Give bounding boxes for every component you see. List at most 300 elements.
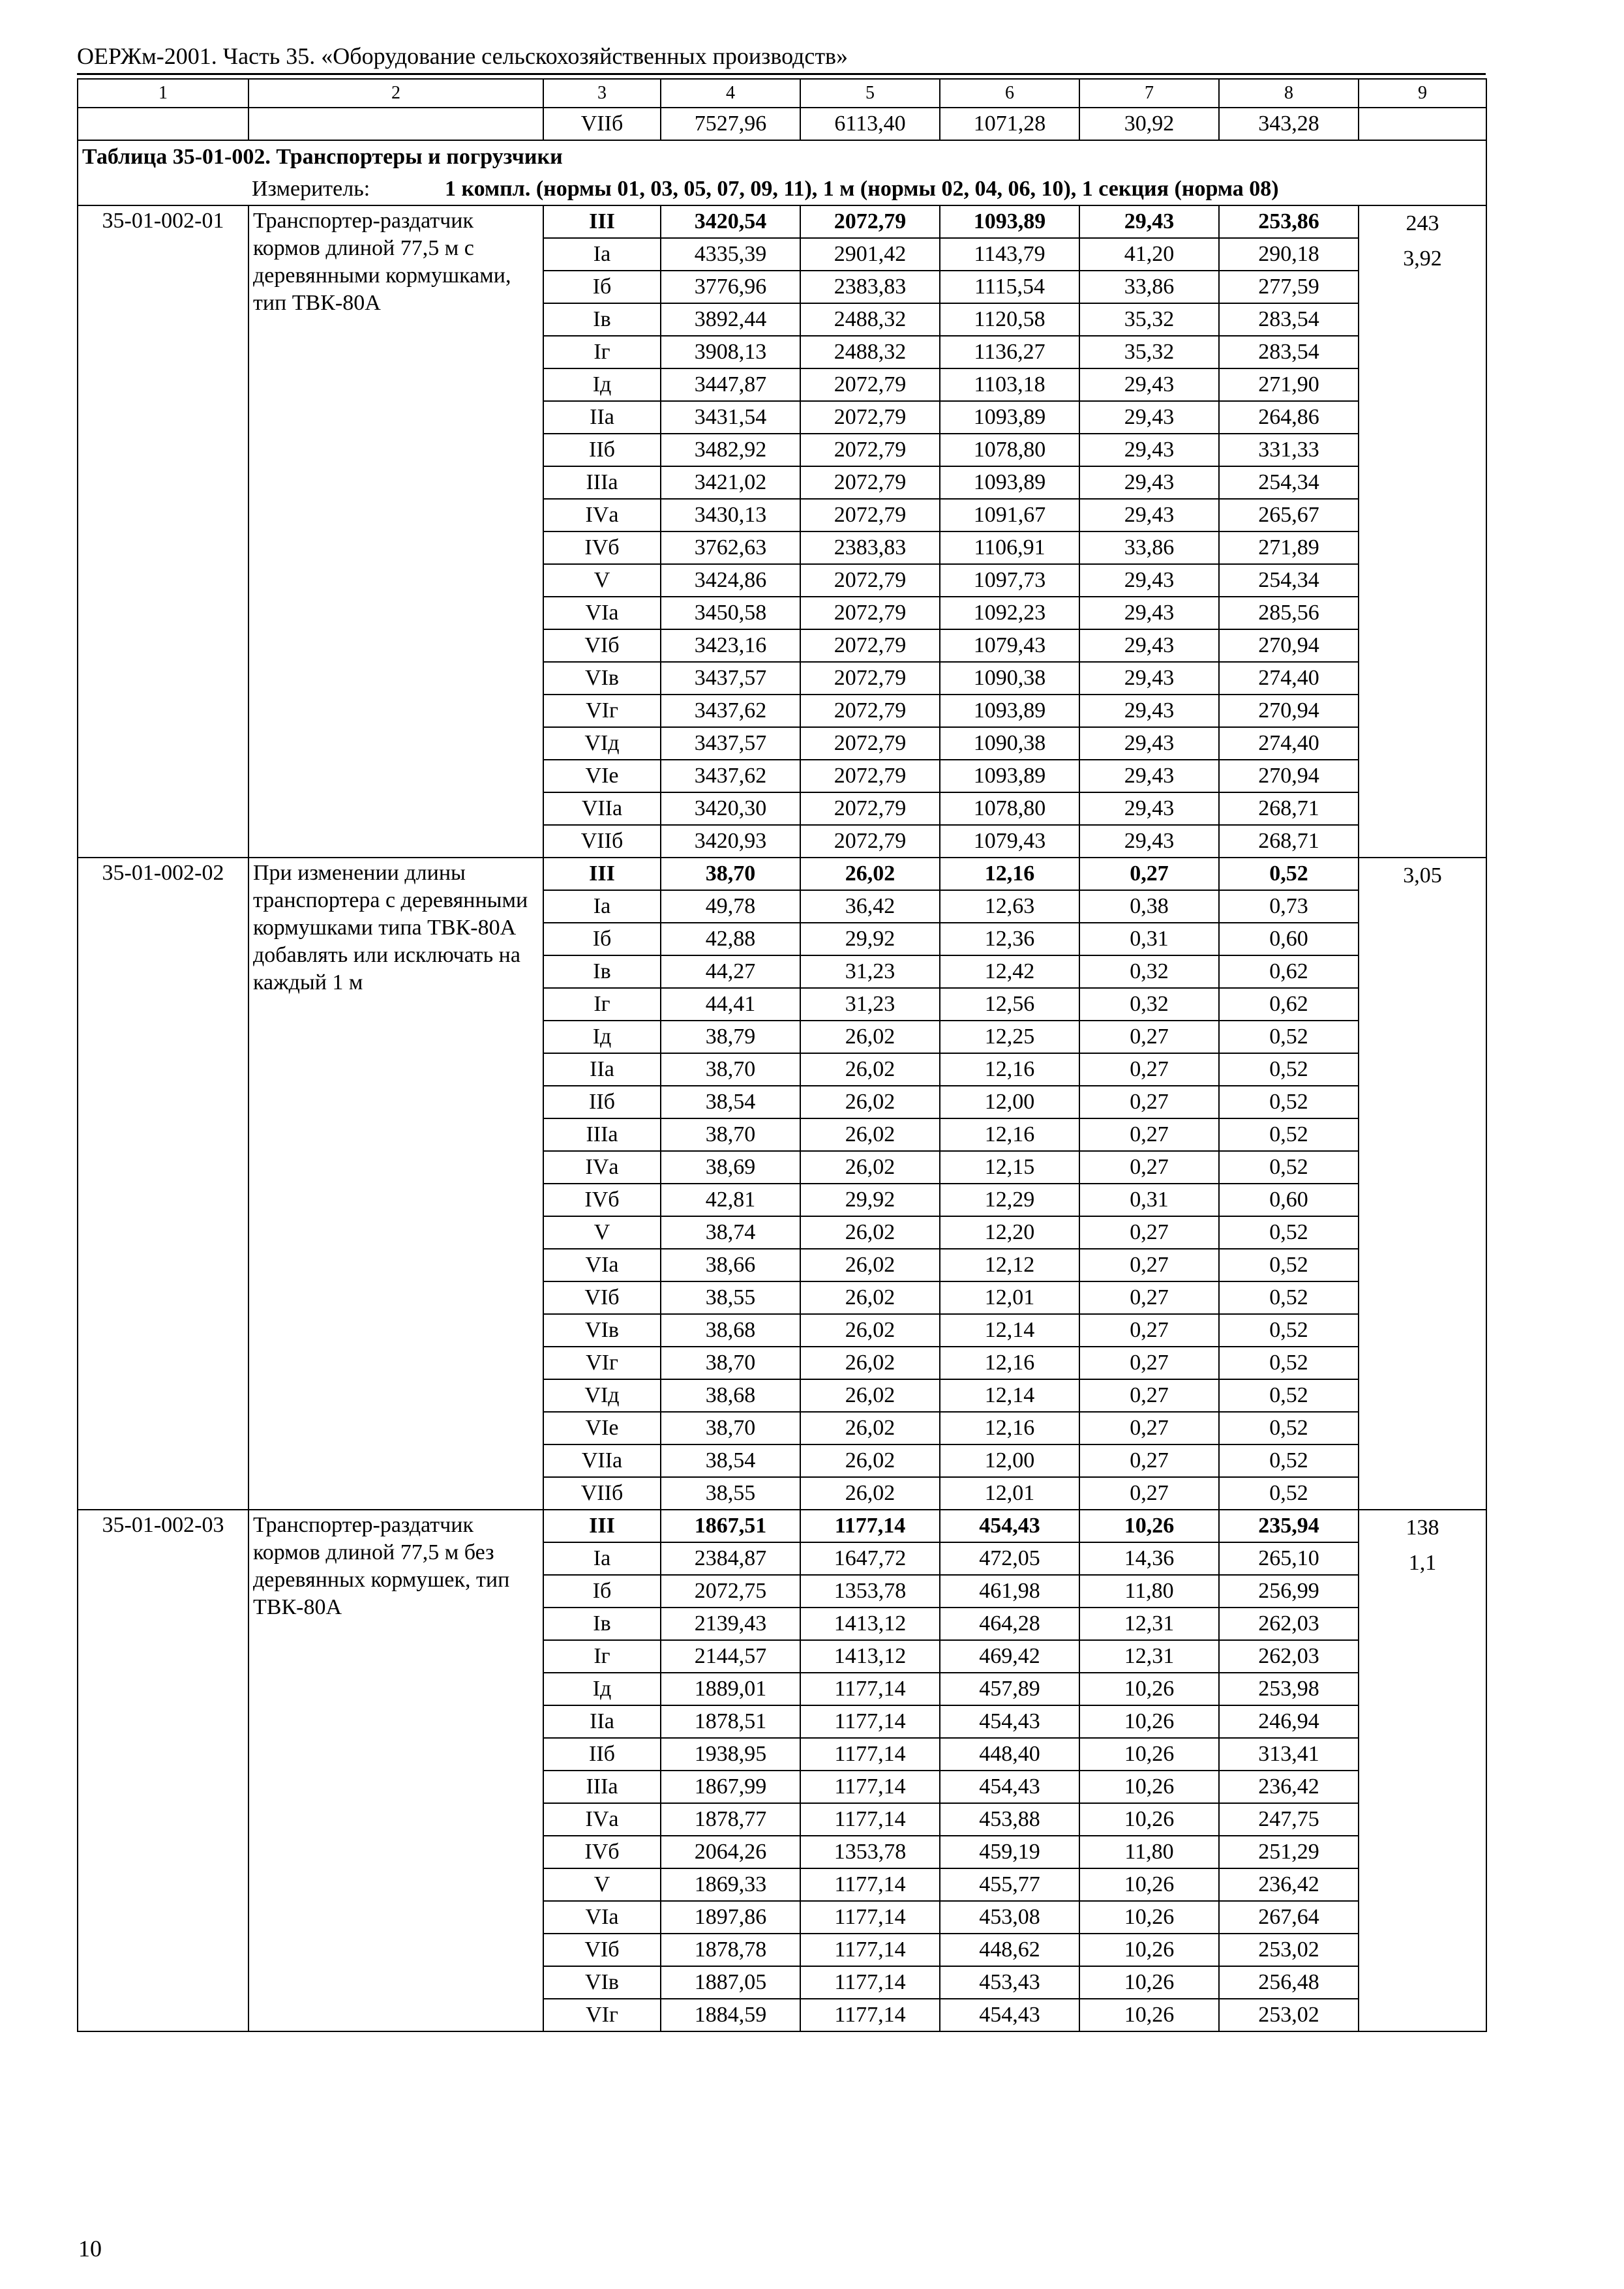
zone-cell: VIг: [543, 1347, 661, 1379]
value-cell: 26,02: [800, 858, 940, 890]
zone-cell: VIа: [543, 1249, 661, 1281]
value-cell: 0,27: [1079, 1053, 1219, 1086]
value-cell: 29,92: [800, 923, 940, 955]
value-cell: 26,02: [800, 1053, 940, 1086]
value-cell: 0,52: [1219, 1444, 1359, 1477]
value-cell: 2139,43: [661, 1608, 800, 1640]
header-rule: [77, 73, 1486, 75]
value-cell: 12,16: [940, 858, 1079, 890]
column-number: 3: [543, 79, 661, 108]
value-cell: 29,43: [1079, 825, 1219, 858]
value-cell: 1092,23: [940, 597, 1079, 629]
value-cell: 2072,79: [800, 434, 940, 466]
value-cell: 2072,79: [800, 792, 940, 825]
zone-cell: Iа: [543, 890, 661, 923]
value-cell: 26,02: [800, 1477, 940, 1510]
value-cell: 285,56: [1219, 597, 1359, 629]
zone-cell: Iв: [543, 955, 661, 988]
value-cell: 0,52: [1219, 1249, 1359, 1281]
value-cell: 271,90: [1219, 368, 1359, 401]
value-cell: 2383,83: [800, 531, 940, 564]
value-cell: 274,40: [1219, 727, 1359, 760]
zone-cell: Iв: [543, 1608, 661, 1640]
value-cell: 0,52: [1219, 858, 1359, 890]
value-cell: 2072,79: [800, 205, 940, 238]
value-cell: 2072,79: [800, 825, 940, 858]
value-cell: 2072,79: [800, 695, 940, 727]
value-cell: 3776,96: [661, 271, 800, 303]
value-cell: 3482,92: [661, 434, 800, 466]
value-cell: 1177,14: [800, 1901, 940, 1934]
norm-code: 35-01-002-02: [78, 858, 248, 1510]
value-cell: 0,73: [1219, 890, 1359, 923]
value-cell: 12,42: [940, 955, 1079, 988]
value-cell: 29,43: [1079, 466, 1219, 499]
zone-cell: V: [543, 1868, 661, 1901]
value-cell: 3424,86: [661, 564, 800, 597]
value-cell: 453,88: [940, 1803, 1079, 1836]
value-cell: 313,41: [1219, 1738, 1359, 1771]
extra-value: 3,92: [1403, 247, 1442, 271]
value-cell: 2072,79: [800, 499, 940, 531]
value-cell: 36,42: [800, 890, 940, 923]
value-cell: 12,25: [940, 1021, 1079, 1053]
zone-cell: III: [543, 858, 661, 890]
value-cell: 254,34: [1219, 564, 1359, 597]
value-cell: 0,52: [1219, 1151, 1359, 1184]
value-cell: 29,43: [1079, 760, 1219, 792]
value-cell: 1177,14: [800, 1966, 940, 1999]
value-cell: 26,02: [800, 1086, 940, 1118]
zone-cell: IIб: [543, 434, 661, 466]
value-cell: 343,28: [1219, 108, 1359, 140]
value-cell: 0,38: [1079, 890, 1219, 923]
value-cell: 3437,62: [661, 760, 800, 792]
value-cell: 270,94: [1219, 760, 1359, 792]
extra-value: 3,05: [1403, 863, 1442, 888]
value-cell: 0,52: [1219, 1118, 1359, 1151]
zone-cell: VIIб: [543, 108, 661, 140]
value-cell: 26,02: [800, 1379, 940, 1412]
value-cell: 3420,30: [661, 792, 800, 825]
value-cell: 0,52: [1219, 1347, 1359, 1379]
zone-cell: Iд: [543, 1673, 661, 1705]
value-cell: 253,02: [1219, 1999, 1359, 2031]
value-cell: 0,27: [1079, 1118, 1219, 1151]
value-cell: 29,43: [1079, 727, 1219, 760]
table-row: [78, 205, 1486, 238]
page-header-title: ОЕРЖм-2001. Часть 35. «Оборудование сельскохозяйственных производств»: [77, 43, 849, 69]
value-cell: 262,03: [1219, 1608, 1359, 1640]
value-cell: 1938,95: [661, 1738, 800, 1771]
value-cell: 6113,40: [800, 108, 940, 140]
value-cell: 38,54: [661, 1444, 800, 1477]
value-cell: 1887,05: [661, 1966, 800, 1999]
zone-cell: VIд: [543, 727, 661, 760]
value-cell: 29,43: [1079, 597, 1219, 629]
value-cell: 10,26: [1079, 1673, 1219, 1705]
value-cell: 29,43: [1079, 662, 1219, 695]
zone-cell: IIа: [543, 401, 661, 434]
value-cell: 30,92: [1079, 108, 1219, 140]
value-cell: 0,52: [1219, 1314, 1359, 1347]
value-cell: 3450,58: [661, 597, 800, 629]
value-cell: 31,23: [800, 955, 940, 988]
value-cell: 38,74: [661, 1216, 800, 1249]
value-cell: 0,27: [1079, 1412, 1219, 1444]
zone-cell: VIа: [543, 597, 661, 629]
value-cell: 1177,14: [800, 1673, 940, 1705]
value-cell: 1878,78: [661, 1934, 800, 1966]
zone-cell: Iб: [543, 271, 661, 303]
value-cell: 12,00: [940, 1444, 1079, 1477]
value-cell: 236,42: [1219, 1771, 1359, 1803]
value-cell: 11,80: [1079, 1575, 1219, 1608]
value-cell: 3447,87: [661, 368, 800, 401]
zone-cell: VIв: [543, 1314, 661, 1347]
value-cell: 2072,79: [800, 368, 940, 401]
value-cell: 3437,62: [661, 695, 800, 727]
value-cell: 10,26: [1079, 1966, 1219, 1999]
value-cell: 26,02: [800, 1249, 940, 1281]
value-cell: 2072,79: [800, 401, 940, 434]
value-cell: 3421,02: [661, 466, 800, 499]
empty-cell: [248, 108, 543, 140]
zone-cell: IVа: [543, 499, 661, 531]
value-cell: 1093,89: [940, 205, 1079, 238]
extra-values-cell: [1359, 858, 1486, 1510]
value-cell: 254,34: [1219, 466, 1359, 499]
value-cell: 1353,78: [800, 1836, 940, 1868]
value-cell: 2144,57: [661, 1640, 800, 1673]
zone-cell: IIа: [543, 1053, 661, 1086]
value-cell: 454,43: [940, 1771, 1079, 1803]
value-cell: 1867,99: [661, 1771, 800, 1803]
value-cell: 26,02: [800, 1314, 940, 1347]
column-number-row: [78, 79, 1486, 108]
zone-cell: Iд: [543, 368, 661, 401]
carry-over-row: [78, 108, 1486, 140]
table-row: [78, 858, 1486, 890]
value-cell: 262,03: [1219, 1640, 1359, 1673]
value-cell: 268,71: [1219, 825, 1359, 858]
value-cell: 453,43: [940, 1966, 1079, 1999]
value-cell: 2072,79: [800, 662, 940, 695]
value-cell: 0,52: [1219, 1086, 1359, 1118]
value-cell: 2901,42: [800, 238, 940, 271]
zone-cell: VIIб: [543, 1477, 661, 1510]
extra-value: 243: [1406, 211, 1439, 235]
value-cell: 251,29: [1219, 1836, 1359, 1868]
value-cell: 3437,57: [661, 662, 800, 695]
zone-cell: VIг: [543, 695, 661, 727]
value-cell: 1093,89: [940, 466, 1079, 499]
zone-cell: VIд: [543, 1379, 661, 1412]
page-number: 10: [78, 2236, 102, 2262]
value-cell: 270,94: [1219, 629, 1359, 662]
value-cell: 0,27: [1079, 1216, 1219, 1249]
value-cell: 3892,44: [661, 303, 800, 336]
value-cell: 38,70: [661, 1053, 800, 1086]
value-cell: 472,05: [940, 1542, 1079, 1575]
value-cell: 274,40: [1219, 662, 1359, 695]
value-cell: 12,16: [940, 1053, 1079, 1086]
value-cell: 14,36: [1079, 1542, 1219, 1575]
value-cell: 448,62: [940, 1934, 1079, 1966]
value-cell: 268,71: [1219, 792, 1359, 825]
column-number: 1: [78, 79, 248, 108]
zone-cell: VIIа: [543, 792, 661, 825]
value-cell: 12,16: [940, 1412, 1079, 1444]
value-cell: 26,02: [800, 1444, 940, 1477]
value-cell: 247,75: [1219, 1803, 1359, 1836]
value-cell: 2384,87: [661, 1542, 800, 1575]
value-cell: 11,80: [1079, 1836, 1219, 1868]
norm-code: 35-01-002-03: [78, 1510, 248, 2031]
value-cell: 29,92: [800, 1184, 940, 1216]
value-cell: 1177,14: [800, 1999, 940, 2031]
value-cell: 1869,33: [661, 1868, 800, 1901]
value-cell: 12,36: [940, 923, 1079, 955]
value-cell: 1103,18: [940, 368, 1079, 401]
zone-cell: Iд: [543, 1021, 661, 1053]
zone-cell: VIIб: [543, 825, 661, 858]
value-cell: 3431,54: [661, 401, 800, 434]
value-cell: 26,02: [800, 1216, 940, 1249]
value-cell: 0,60: [1219, 1184, 1359, 1216]
zone-cell: III: [543, 1510, 661, 1542]
value-cell: 38,79: [661, 1021, 800, 1053]
value-cell: 236,42: [1219, 1868, 1359, 1901]
value-cell: 35,32: [1079, 336, 1219, 368]
value-cell: 3423,16: [661, 629, 800, 662]
value-cell: 246,94: [1219, 1705, 1359, 1738]
column-number: 6: [940, 79, 1079, 108]
value-cell: 1093,89: [940, 760, 1079, 792]
value-cell: 0,27: [1079, 1281, 1219, 1314]
value-cell: 7527,96: [661, 108, 800, 140]
value-cell: 453,08: [940, 1901, 1079, 1934]
norms-table: [77, 78, 1487, 2032]
extra-value: 138: [1406, 1516, 1439, 1540]
value-cell: 0,60: [1219, 923, 1359, 955]
value-cell: 31,23: [800, 988, 940, 1021]
zone-cell: VIа: [543, 1901, 661, 1934]
value-cell: 1413,12: [800, 1640, 940, 1673]
value-cell: 12,14: [940, 1314, 1079, 1347]
value-cell: 0,27: [1079, 1314, 1219, 1347]
value-cell: 235,94: [1219, 1510, 1359, 1542]
value-cell: 265,10: [1219, 1542, 1359, 1575]
value-cell: 1093,89: [940, 401, 1079, 434]
value-cell: 12,29: [940, 1184, 1079, 1216]
value-cell: 1647,72: [800, 1542, 940, 1575]
value-cell: 454,43: [940, 1510, 1079, 1542]
value-cell: 0,27: [1079, 1086, 1219, 1118]
zone-cell: Iа: [543, 238, 661, 271]
value-cell: 12,20: [940, 1216, 1079, 1249]
value-cell: 1177,14: [800, 1868, 940, 1901]
zone-cell: IIIа: [543, 1118, 661, 1151]
value-cell: 10,26: [1079, 1510, 1219, 1542]
value-cell: 464,28: [940, 1608, 1079, 1640]
value-cell: 1177,14: [800, 1510, 940, 1542]
value-cell: 290,18: [1219, 238, 1359, 271]
value-cell: 331,33: [1219, 434, 1359, 466]
value-cell: 1079,43: [940, 629, 1079, 662]
value-cell: 12,31: [1079, 1640, 1219, 1673]
value-cell: 469,42: [940, 1640, 1079, 1673]
value-cell: 0,52: [1219, 1379, 1359, 1412]
table-title-row: [78, 140, 1486, 173]
value-cell: 29,43: [1079, 401, 1219, 434]
measure-label: Измеритель:: [252, 176, 370, 201]
zone-cell: IIIа: [543, 1771, 661, 1803]
value-cell: 0,62: [1219, 955, 1359, 988]
norm-description: Транспортер-раздатчик кормов длиной 77,5 м с деревянными кормушками, тип ТВК-80А: [248, 205, 543, 858]
value-cell: 2072,79: [800, 760, 940, 792]
value-cell: 10,26: [1079, 1901, 1219, 1934]
value-cell: 0,52: [1219, 1412, 1359, 1444]
value-cell: 12,63: [940, 890, 1079, 923]
value-cell: 1889,01: [661, 1673, 800, 1705]
value-cell: 1078,80: [940, 792, 1079, 825]
value-cell: 1079,43: [940, 825, 1079, 858]
zone-cell: Iг: [543, 988, 661, 1021]
value-cell: 42,88: [661, 923, 800, 955]
value-cell: 38,70: [661, 858, 800, 890]
value-cell: 38,69: [661, 1151, 800, 1184]
value-cell: 283,54: [1219, 336, 1359, 368]
value-cell: 283,54: [1219, 303, 1359, 336]
zone-cell: VIб: [543, 629, 661, 662]
value-cell: 29,43: [1079, 792, 1219, 825]
value-cell: 0,27: [1079, 1249, 1219, 1281]
zone-cell: VIIа: [543, 1444, 661, 1477]
value-cell: 2072,79: [800, 466, 940, 499]
value-cell: 12,14: [940, 1379, 1079, 1412]
value-cell: 0,27: [1079, 858, 1219, 890]
value-cell: 26,02: [800, 1347, 940, 1379]
extra-value: 1,1: [1408, 1551, 1437, 1575]
value-cell: 49,78: [661, 890, 800, 923]
value-cell: 256,48: [1219, 1966, 1359, 1999]
value-cell: 1897,86: [661, 1901, 800, 1934]
value-cell: 42,81: [661, 1184, 800, 1216]
value-cell: 29,43: [1079, 434, 1219, 466]
value-cell: 1177,14: [800, 1771, 940, 1803]
value-cell: 33,86: [1079, 271, 1219, 303]
norm-code: 35-01-002-01: [78, 205, 248, 858]
measure-row: [78, 173, 1486, 205]
norm-description: Транспортер-раздатчик кормов длиной 77,5 м без деревянных кормушек, тип ТВК-80А: [248, 1510, 543, 2031]
value-cell: 1177,14: [800, 1934, 940, 1966]
value-cell: 1878,51: [661, 1705, 800, 1738]
value-cell: 1090,38: [940, 662, 1079, 695]
value-cell: 253,98: [1219, 1673, 1359, 1705]
value-cell: 38,70: [661, 1412, 800, 1444]
value-cell: 1091,67: [940, 499, 1079, 531]
table-title: Таблица 35-01-002. Транспортеры и погрузчики: [78, 140, 1486, 173]
value-cell: 454,43: [940, 1999, 1079, 2031]
value-cell: 10,26: [1079, 1803, 1219, 1836]
value-cell: 38,70: [661, 1347, 800, 1379]
value-cell: 253,02: [1219, 1934, 1359, 1966]
value-cell: 267,64: [1219, 1901, 1359, 1934]
value-cell: 0,52: [1219, 1053, 1359, 1086]
table-body: [78, 79, 1486, 2031]
norm-description: При изменении длины транспортера с деревянными кормушками типа ТВК-80А добавлять или исключать на каждый 1 м: [248, 858, 543, 1510]
value-cell: 38,68: [661, 1314, 800, 1347]
column-number: 7: [1079, 79, 1219, 108]
value-cell: 0,52: [1219, 1021, 1359, 1053]
measure-value: 1 компл. (нормы 01, 03, 05, 07, 09, 11), 1 м (нормы 02, 04, 06, 10), 1 секция (норма 08): [445, 176, 1279, 201]
value-cell: 1090,38: [940, 727, 1079, 760]
value-cell: 29,43: [1079, 205, 1219, 238]
value-cell: 2383,83: [800, 271, 940, 303]
value-cell: 41,20: [1079, 238, 1219, 271]
extra-values-cell: [1359, 1510, 1486, 2031]
value-cell: 29,43: [1079, 499, 1219, 531]
value-cell: 10,26: [1079, 1934, 1219, 1966]
zone-cell: IVа: [543, 1151, 661, 1184]
zone-cell: VIе: [543, 760, 661, 792]
zone-cell: VIг: [543, 1999, 661, 2031]
value-cell: 1120,58: [940, 303, 1079, 336]
value-cell: 270,94: [1219, 695, 1359, 727]
value-cell: 3430,13: [661, 499, 800, 531]
value-cell: 10,26: [1079, 1705, 1219, 1738]
value-cell: 26,02: [800, 1151, 940, 1184]
zone-cell: VIв: [543, 1966, 661, 1999]
value-cell: 26,02: [800, 1281, 940, 1314]
value-cell: 0,27: [1079, 1151, 1219, 1184]
value-cell: 1093,89: [940, 695, 1079, 727]
value-cell: 12,12: [940, 1249, 1079, 1281]
value-cell: 29,43: [1079, 368, 1219, 401]
value-cell: 0,31: [1079, 1184, 1219, 1216]
zone-cell: IVб: [543, 531, 661, 564]
value-cell: 0,62: [1219, 988, 1359, 1021]
column-number: 9: [1359, 79, 1486, 108]
value-cell: 459,19: [940, 1836, 1079, 1868]
zone-cell: VIб: [543, 1934, 661, 1966]
value-cell: 3908,13: [661, 336, 800, 368]
value-cell: 10,26: [1079, 1999, 1219, 2031]
value-cell: 12,15: [940, 1151, 1079, 1184]
value-cell: 26,02: [800, 1118, 940, 1151]
value-cell: 44,41: [661, 988, 800, 1021]
value-cell: 0,27: [1079, 1444, 1219, 1477]
value-cell: 1106,91: [940, 531, 1079, 564]
zone-cell: IIа: [543, 1705, 661, 1738]
column-number: 2: [248, 79, 543, 108]
value-cell: 448,40: [940, 1738, 1079, 1771]
value-cell: 44,27: [661, 955, 800, 988]
zone-cell: IVа: [543, 1803, 661, 1836]
value-cell: 3762,63: [661, 531, 800, 564]
column-number: 8: [1219, 79, 1359, 108]
zone-cell: IIб: [543, 1738, 661, 1771]
value-cell: 0,27: [1079, 1021, 1219, 1053]
value-cell: 2072,79: [800, 597, 940, 629]
value-cell: 3420,93: [661, 825, 800, 858]
value-cell: 38,70: [661, 1118, 800, 1151]
value-cell: 461,98: [940, 1575, 1079, 1608]
value-cell: 29,43: [1079, 629, 1219, 662]
value-cell: 10,26: [1079, 1738, 1219, 1771]
value-cell: 0,52: [1219, 1216, 1359, 1249]
